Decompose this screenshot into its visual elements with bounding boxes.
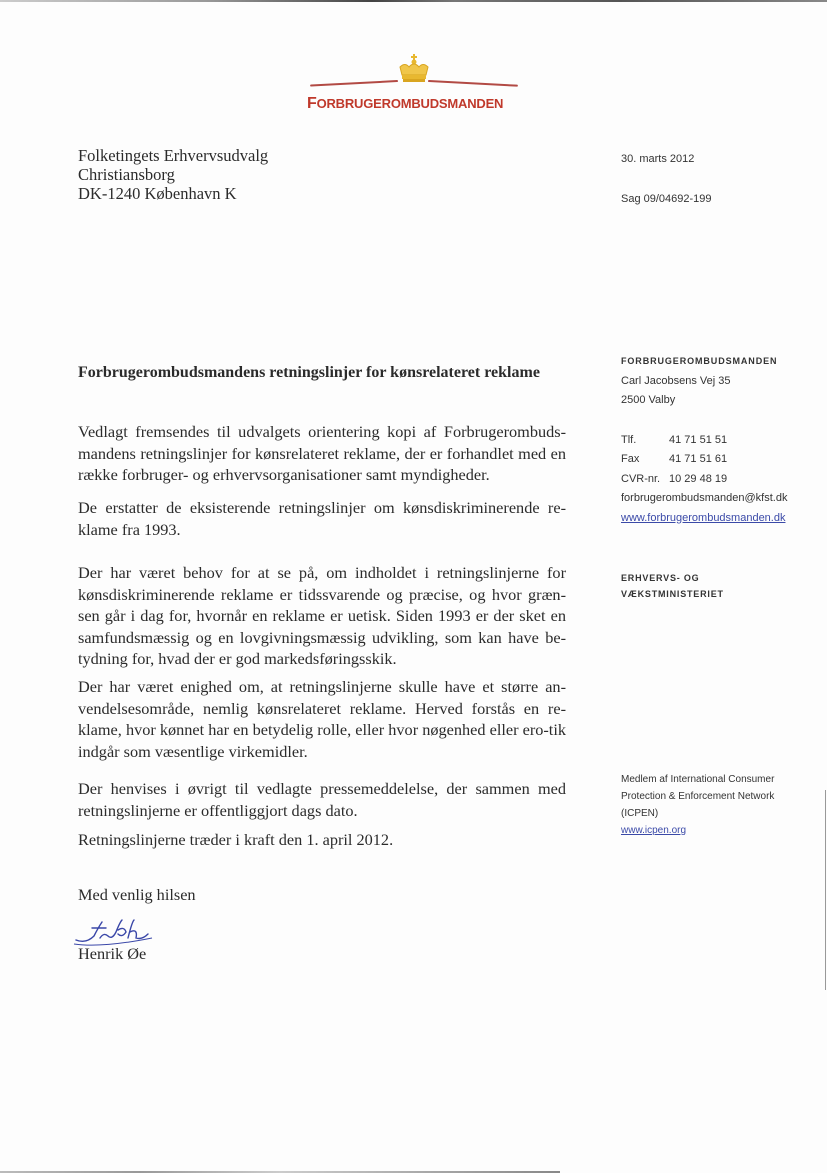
letterhead-logo [300,48,540,118]
logo-wordmark: FORBRUGEROMBUDSMANDEN [307,95,504,112]
scan-edge-top [0,0,827,2]
scan-edge-right [825,790,826,990]
recipient-address [78,146,268,203]
contact-cvr: CVR-nr. 10 29 48 19 [621,472,728,485]
recipient-line: DK-1240 København K [78,184,237,203]
case-number: Sag 09/04692-199 [621,193,712,205]
closing-salutation: Med venlig hilsen [78,885,196,904]
logo-rule-right [428,80,518,87]
icpen-membership: Medlem af International Consumer Protection & Enforcement Network (ICPEN) www.icpen.org [621,774,775,836]
paragraph: Vedlagt fremsendes til udvalgets orientering kopi af Forbrugerombuds-mandens retningslinjer for kønsrelateret reklame, der er forhandlet med en række forbruger- og erhvervsorganisationer samt myndigheder. [78,422,566,484]
paragraph: De erstatter de eksisterende retningslinjer om kønsdiskriminerende re-klame fra 1993. [78,498,566,539]
paragraph: Der henvises i øvrigt til vedlagte pressemeddelelse, der sammen med retningslinjerne er offentliggjort dags dato. [78,779,566,820]
paragraph: Der har været enighed om, at retningslinjerne skulle have et større an-vendelsesområde, nemlig kønsrelateret reklame. Herved forstås en re-klame, hvor kønnet har en betydelig rolle, eller hvor nøgenhed eller ero-tik indgår som væsentlige virkemidler. [78,677,566,761]
sender-org: FORBRUGEROMBUDSMANDEN [621,356,778,366]
paragraph: Retningslinjerne træder i kraft den 1. april 2012. [78,830,394,849]
sender-website-link[interactable]: www.forbrugerombudsmanden.dk [621,511,786,524]
sender-info [621,352,787,528]
logo-rule-left [310,80,398,87]
paragraph: Der har været behov for at se på, om indholdet i retningslinjerne for kønsdiskriminerende reklame er tidssvarende og præcise, og hvor græn-sen går i dag for, hvornår en reklame er uetisk. Siden 1993 er der sket en samfundsmæssig og en lovgivningsmæssig udvikling, som kan have be-tydning for, hvad der er god markedsføringsskik. [78,563,566,668]
letter-date: 30. marts 2012 [621,153,695,165]
crown-icon [397,53,431,85]
signer-name: Henrik Øe [78,944,147,963]
contact-fax: Fax 41 71 51 61 [621,453,728,465]
icpen-website-link[interactable]: www.icpen.org [621,825,687,836]
sender-street: Carl Jacobsens Vej 35 [621,374,731,387]
recipient-line: Christiansborg [78,165,175,184]
sender-email: forbrugerombudsmanden@kfst.dk [621,492,788,504]
ministry-name: ERHVERVS- OG VÆKSTMINISTERIET [621,573,724,599]
sender-city: 2500 Valby [621,394,676,406]
contact-phone: Tlf. 41 71 51 51 [621,433,728,446]
recipient-line: Folketingets Erhvervsudvalg [78,146,269,165]
letter-subject: Forbrugerombudsmandens retningslinjer for kønsrelateret reklame [78,364,540,381]
